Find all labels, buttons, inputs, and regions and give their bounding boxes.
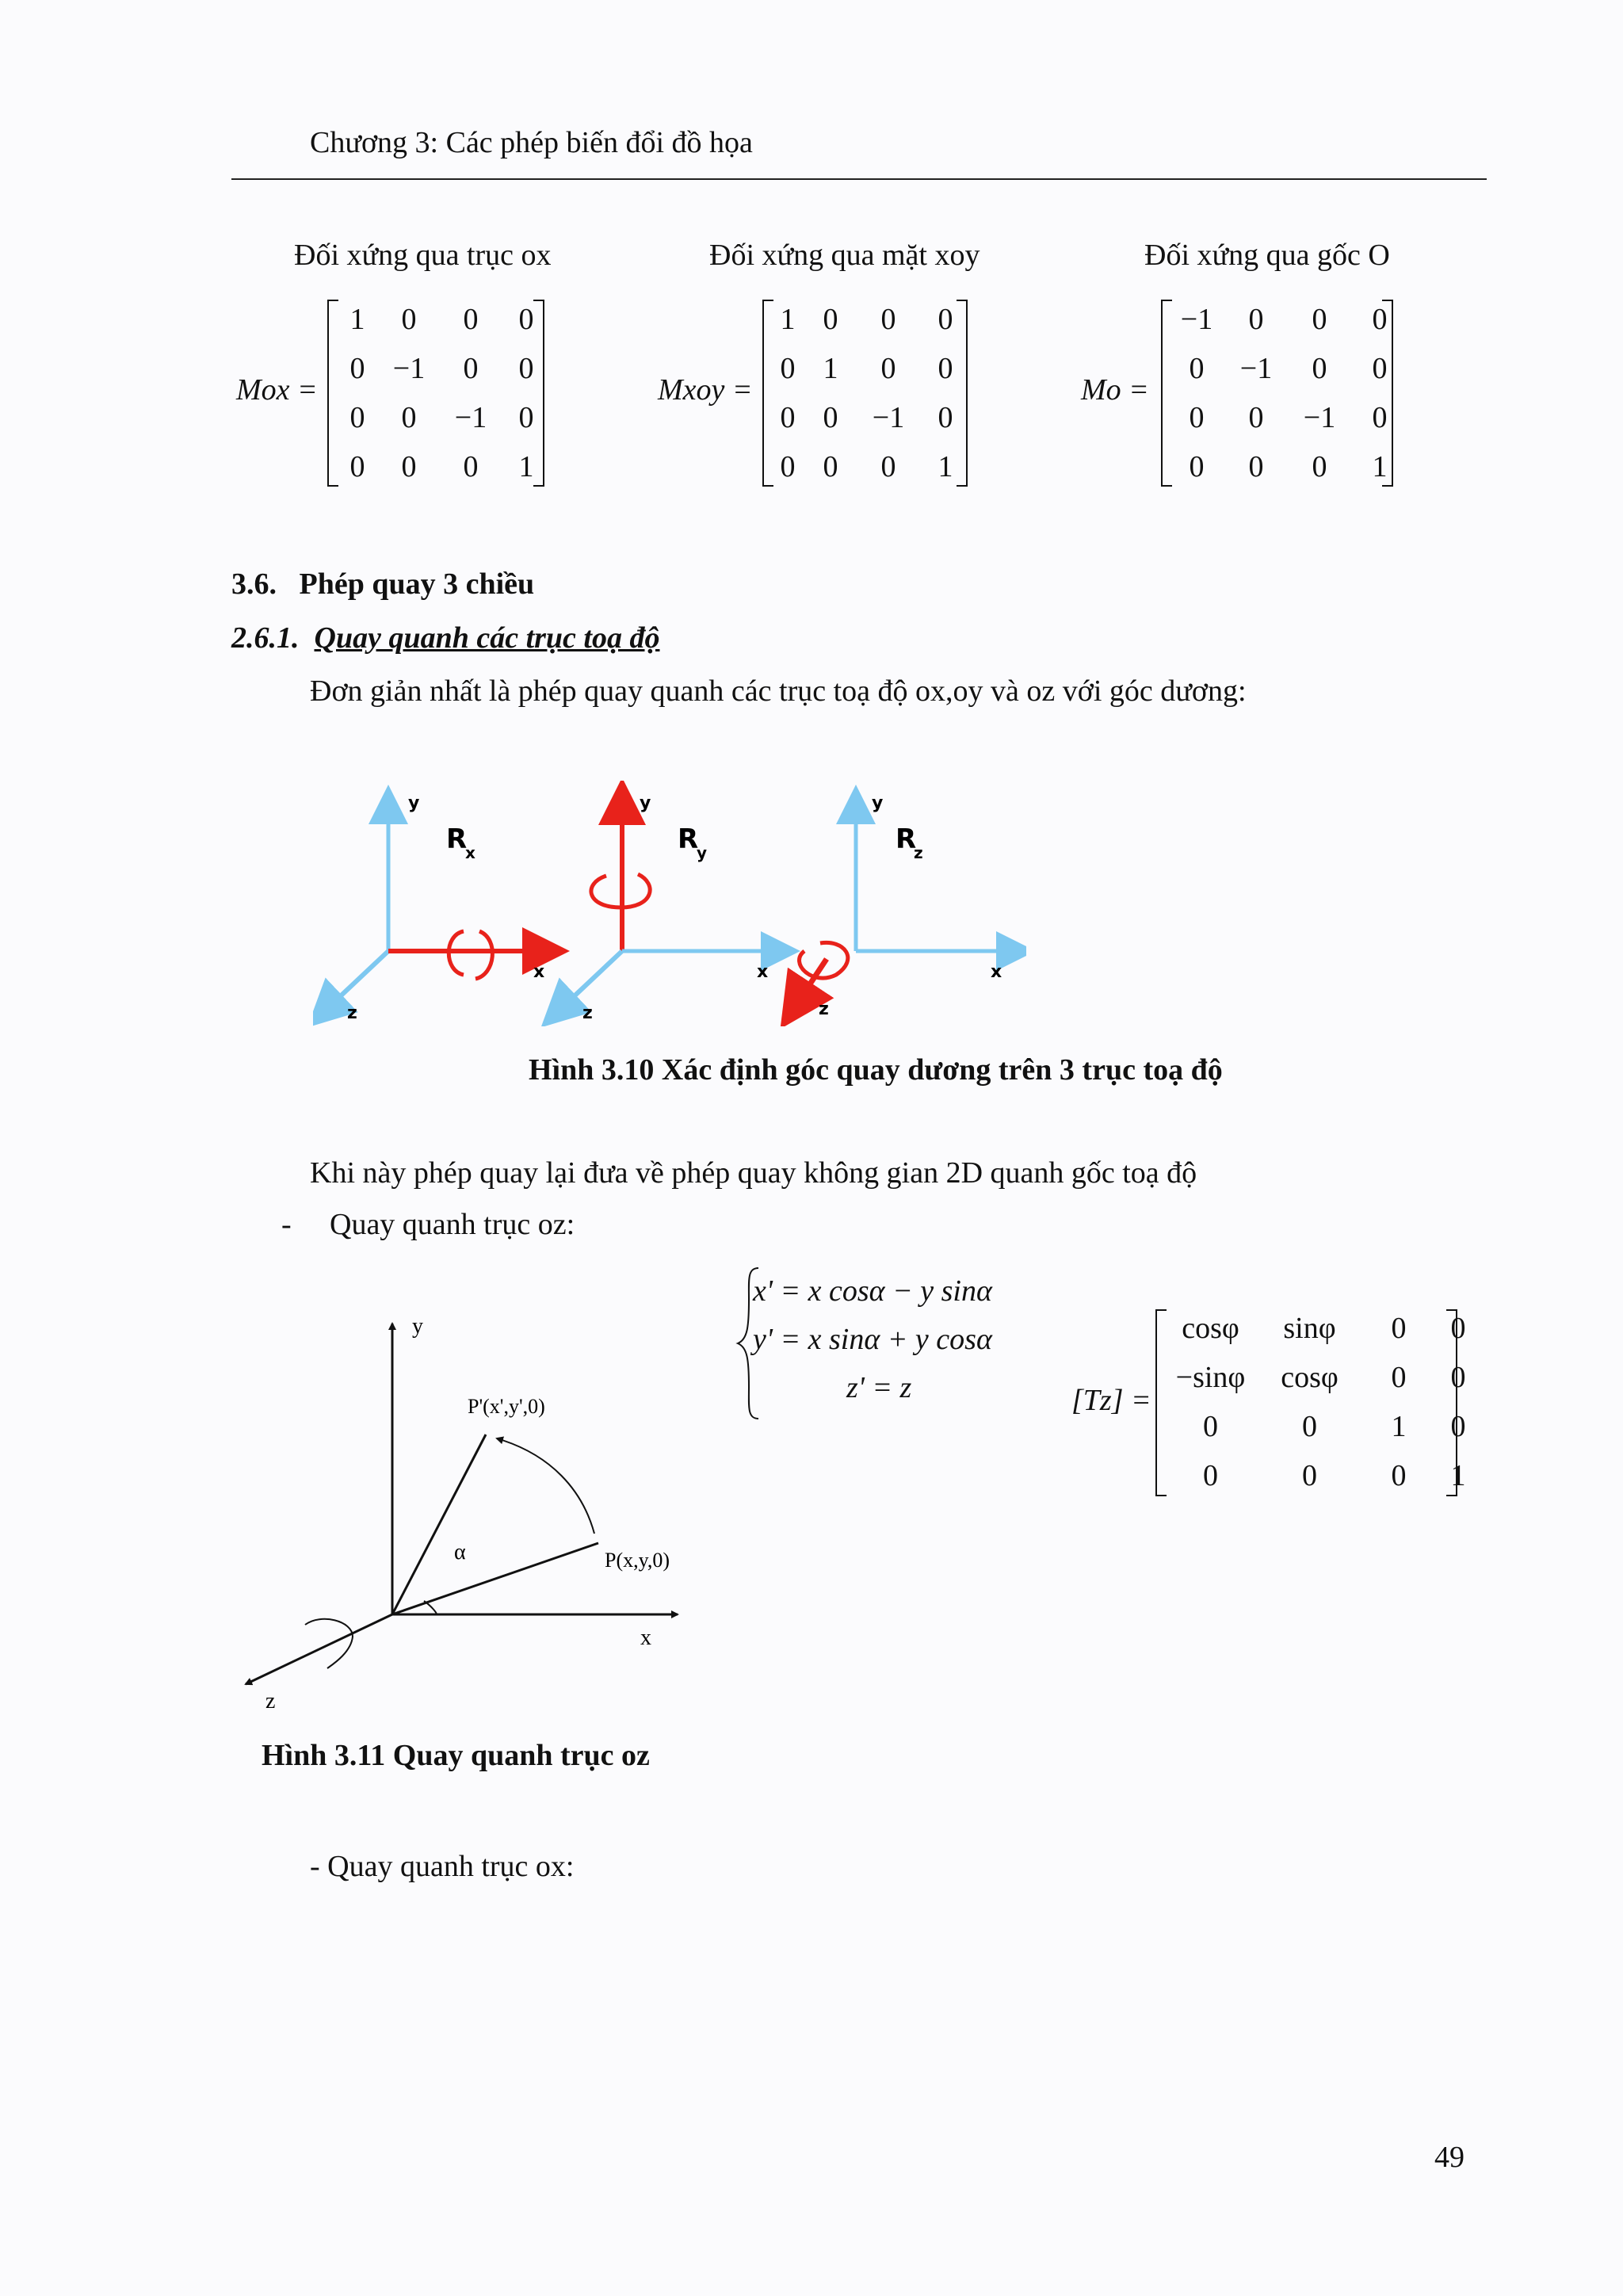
matrix-cell: 0 [463, 303, 479, 336]
matrix-cell: 0 [1391, 1361, 1407, 1394]
matrix-cell: 0 [780, 450, 796, 483]
rot-label: R [678, 823, 699, 855]
matrix-cell: 1 [1372, 450, 1388, 483]
bullet-rotate-oz: Quay quanh trục oz: [330, 1208, 575, 1241]
matrix-grid [1165, 1304, 1482, 1500]
matrix-cell: 0 [1312, 303, 1327, 336]
section-heading [231, 567, 534, 602]
matrix-cell: −1 [1303, 401, 1336, 434]
axis-label-right: x [991, 962, 1002, 982]
matrix-cell: 0 [401, 303, 417, 336]
matrix-cell: 0 [1203, 1459, 1218, 1492]
matrix-cell: 0 [1312, 450, 1327, 483]
rot-label-sub: y [697, 843, 708, 862]
matrix-cell: 0 [823, 401, 838, 434]
matrix-cell: 0 [880, 303, 896, 336]
matrix-cell: 0 [1302, 1459, 1317, 1492]
matrix-cell: 0 [780, 352, 796, 385]
x-label: x [640, 1626, 651, 1650]
matrix-cell: 0 [823, 450, 838, 483]
matrix-cell: 0 [349, 401, 365, 434]
matrix-cell: cosφ [1182, 1312, 1239, 1345]
rotation-arrow-icon [449, 931, 492, 979]
bullet-rotate-ox: - Quay quanh trục ox: [310, 1850, 575, 1883]
matrix-cell: 0 [463, 450, 479, 483]
z-label: z [265, 1689, 276, 1713]
axis-label-right: x [757, 962, 769, 982]
equation-z: z' = z [846, 1371, 912, 1404]
rx-axes [321, 793, 551, 1023]
matrix-cell: cosφ [1281, 1361, 1338, 1394]
section-title: Phép quay 3 chiều [299, 567, 535, 601]
intro-paragraph: Đơn giản nhất là phép quay quanh các trục toạ độ ox,oy và oz với góc dương: [310, 674, 1247, 708]
header-rule [231, 178, 1487, 180]
matrix-cell: 0 [1248, 303, 1264, 336]
axis-label-up: y [408, 793, 420, 813]
matrix-cell: 1 [349, 303, 365, 336]
rz-axes [792, 793, 1020, 1019]
ry-axes [555, 793, 785, 1023]
rot-label-sub: z [914, 843, 923, 862]
matrix-cell: sinφ [1283, 1312, 1336, 1345]
matrix-cell: 0 [1302, 1410, 1317, 1443]
matrix-cell: 0 [1391, 1459, 1407, 1492]
matrix-cell: 1 [938, 450, 953, 483]
matrix-cell: 0 [1189, 401, 1205, 434]
matrix-cell: 0 [880, 352, 896, 385]
matrix-label: Mox = [236, 373, 318, 407]
matrix-cell: 1 [518, 450, 534, 483]
rot-label: R [446, 823, 468, 855]
rot-label: R [896, 823, 917, 855]
axis-label-up: y [872, 793, 884, 813]
chapter-header: Chương 3: Các phép biến đổi đồ họa [310, 126, 753, 159]
matrix-cell: 0 [349, 352, 365, 385]
matrix-grid [337, 295, 551, 491]
matrix-cell: 0 [463, 352, 479, 385]
matrix-cell: 0 [1189, 450, 1205, 483]
matrix-cell: 0 [938, 401, 953, 434]
y-label: y [412, 1314, 423, 1339]
matrix-cell: 0 [1372, 401, 1388, 434]
subsection-heading [231, 621, 659, 655]
subsection-title: Quay quanh các trục toạ độ [314, 621, 660, 655]
matrix-cell: 1 [780, 303, 796, 336]
figure-3-10 [313, 781, 1026, 1026]
matrix-title-o: Đối xứng qua gốc O [1144, 239, 1390, 272]
subsection-number: 2.6.1. [231, 621, 300, 655]
matrix-cell: 0 [1372, 303, 1388, 336]
matrix-cell: 0 [1450, 1361, 1466, 1394]
matrix-cell: 1 [1450, 1459, 1466, 1492]
matrix-cell: 0 [823, 303, 838, 336]
paragraph-after-figure: Khi này phép quay lại đưa về phép quay không gian 2D quanh gốc toạ độ [310, 1156, 1197, 1190]
section-number: 3.6. [231, 567, 277, 601]
axis-label-right: x [533, 962, 545, 982]
matrix-cell: 0 [518, 303, 534, 336]
figure-3-10-caption: Hình 3.10 Xác định góc quay dương trên 3 trục toạ độ [529, 1053, 1223, 1087]
matrix-label: Mo = [1081, 373, 1149, 407]
rotation-arc-arrow [497, 1438, 594, 1534]
matrix-cell: 0 [518, 352, 534, 385]
matrix-cell: 0 [780, 401, 796, 434]
matrix-cell: 0 [401, 450, 417, 483]
figure-3-11-caption: Hình 3.11 Quay quanh trục oz [262, 1739, 650, 1772]
matrix-cell: 0 [518, 401, 534, 434]
matrix-cell: −1 [392, 352, 426, 385]
axis-label-front: z [582, 1003, 593, 1023]
matrix-grid [1169, 295, 1408, 491]
p-prime-label: P'(x',y',0) [468, 1395, 545, 1418]
matrix-cell: −1 [1239, 352, 1273, 385]
matrix-cell: 0 [1372, 352, 1388, 385]
matrix-cell: 1 [1391, 1410, 1407, 1443]
alpha-label: α [454, 1540, 466, 1564]
axis-label-up: y [640, 793, 651, 813]
matrix-cell: 0 [1189, 352, 1205, 385]
axis-label-front: z [819, 999, 829, 1019]
rot-label-sub: x [465, 843, 475, 862]
matrix-cell: 0 [401, 401, 417, 434]
matrix-cell: 0 [938, 303, 953, 336]
matrix-cell: 0 [349, 450, 365, 483]
axis-label-front: z [347, 1003, 357, 1023]
matrix-cell: −1 [1180, 303, 1213, 336]
page-number: 49 [1434, 2141, 1465, 2174]
matrix-cell: 0 [938, 352, 953, 385]
matrix-title-xoy: Đối xứng qua mặt xoy [709, 239, 980, 272]
matrix-cell: 0 [1248, 401, 1264, 434]
bullet-dash: - [281, 1208, 292, 1241]
z-axis [246, 1614, 392, 1684]
matrix-label: [Tz] = [1071, 1384, 1151, 1417]
matrix-cell: 0 [1248, 450, 1264, 483]
matrix-cell: 0 [1450, 1312, 1466, 1345]
matrix-cell: −sinφ [1175, 1361, 1246, 1394]
matrix-cell: −1 [454, 401, 487, 434]
matrix-label: Mxoy = [658, 373, 753, 407]
matrix-cell: 0 [1203, 1410, 1218, 1443]
matrix-cell: 0 [880, 450, 896, 483]
equation-y: y' = x sinα + y cosα [753, 1323, 992, 1356]
matrix-grid [772, 295, 972, 491]
matrix-cell: 0 [1450, 1410, 1466, 1443]
matrix-title-ox: Đối xứng qua trục ox [294, 239, 552, 272]
matrix-cell: 0 [1312, 352, 1327, 385]
angle-arc [424, 1601, 437, 1614]
equation-x: x' = x cosα − y sinα [753, 1274, 992, 1308]
matrix-cell: −1 [872, 401, 905, 434]
matrix-cell: 1 [823, 352, 838, 385]
p-label: P(x,y,0) [605, 1549, 670, 1572]
matrix-cell: 0 [1391, 1312, 1407, 1345]
figure-3-11 [234, 1312, 693, 1724]
